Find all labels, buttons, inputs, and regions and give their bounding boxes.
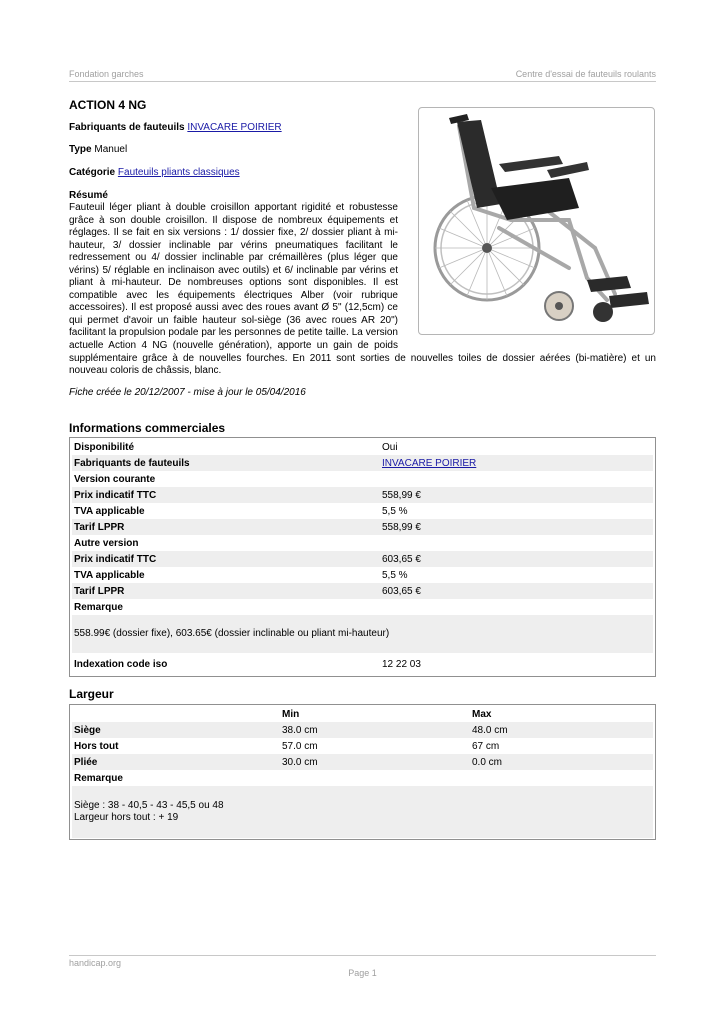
min-header: Min [282,708,300,720]
category-field [69,167,240,179]
table-row [72,519,653,535]
record-dates: Fiche créée le 20/12/2007 - mise à jour le 05/04/2016 [69,387,306,398]
row-label: Disponibilité [74,441,134,453]
table-row [72,599,653,615]
table-row [72,770,653,786]
row-min: 30.0 cm [282,756,318,768]
manufacturer-label: Fabriquants de fauteuils [69,122,185,133]
table-row [72,439,653,455]
row-max: 67 cm [472,740,500,752]
type-field [69,144,127,156]
iso-value: 12 22 03 [382,658,421,670]
table-row [72,567,653,583]
table-row [72,487,653,503]
row-label: Autre version [74,537,139,549]
summary-body: Fauteuil léger pliant à double croisillon apportant rigidité et robustesse grâce à son double croisillon. Il dispose de nombreux équipements et réglages. Il se fait en six versions : 1/ dossier fixe, 2/ dossier pliant à mi-hauteur, 3/ dossier inclinable par vérins pneumatiques facilitant le redressement ou 4/ dossier inclinable par crémaillères (plus léger que vérins) 5/ réglable en inclinaison avec outils) et 6/ inclinable par vérins et pliant à mi-hauteur. De nombreuses options sont disponibles. Il est compatible avec les équipements électriques Alber (voir rubrique accessoires). Il est proposé aussi avec des roues avant Ø 5" (12,5cm) ce qui permet d'avoir un faible hauteur sol-siège (36 avec roues AR 20") facilitant la propulsion podale par les personnes de petite taille. La version actuelle Action 4 NG (nouvelle génération), apporte un gain de poids supplémentaire grâce à de nouvelles fourches. En 2011 sont sorties de nouvelles toiles de dossier aérées (bi-matière) et un nouveau coloris de châssis, blanc. [69,202,656,377]
product-title: ACTION 4 NG [69,98,147,112]
width-table [69,704,656,840]
summary-label: Résumé [69,190,108,201]
manufacturer-table-link[interactable]: INVACARE POIRIER [382,457,477,469]
table-row [72,471,653,487]
manufacturer-field [69,122,282,134]
category-link[interactable]: Fauteuils pliants classiques [117,167,240,178]
remark-label: Remarque [74,772,123,784]
remark-line-2: Largeur hors tout : + 19 [74,812,179,823]
page-header [69,69,656,82]
row-min: 57.0 cm [282,740,318,752]
row-value: 5,5 % [382,505,408,517]
commercial-section-title: Informations commerciales [69,421,226,435]
row-value: 558,99 € [382,489,421,501]
remark-text [72,800,224,824]
table-row [72,754,653,770]
remark-text: 558.99€ (dossier fixe), 603.65€ (dossier inclinable ou pliant mi-hauteur) [74,628,390,639]
wheelchair-icon [419,108,654,334]
row-label: TVA applicable [74,569,145,581]
row-label: Fabriquants de fauteuils [74,457,190,469]
table-row [72,535,653,551]
page-footer [69,955,656,978]
row-label: Pliée [74,756,98,768]
table-header-row [72,706,653,722]
type-value: Manuel [94,144,128,155]
row-label: Hors tout [74,740,119,752]
max-header: Max [472,708,492,720]
table-row [72,653,653,675]
row-value: Oui [382,441,398,453]
category-label: Catégorie [69,167,116,178]
row-label: Tarif LPPR [74,585,125,597]
iso-label: Indexation code iso [74,658,168,670]
remark-label: Remarque [74,601,123,613]
table-row [72,455,653,471]
row-value: 603,65 € [382,553,421,565]
row-max: 48.0 cm [472,724,508,736]
row-max: 0.0 cm [472,756,503,768]
row-label: TVA applicable [74,505,145,517]
commercial-table [69,437,656,677]
table-row [72,738,653,754]
row-label: Prix indicatif TTC [74,553,157,565]
row-label: Version courante [74,473,156,485]
remark-row [72,615,653,653]
remark-line-1: Siège : 38 - 40,5 - 43 - 45,5 ou 48 [74,800,224,811]
footer-source: handicap.org [69,958,122,968]
row-value: 603,65 € [382,585,421,597]
page-number: Page 1 [348,968,377,978]
remark-row [72,786,653,838]
row-label: Siège [74,724,101,736]
width-section-title: Largeur [69,687,114,701]
header-org: Fondation garches [69,69,144,79]
row-label: Tarif LPPR [74,521,125,533]
header-center: Centre d'essai de fauteuils roulants [515,69,656,79]
row-label: Prix indicatif TTC [74,489,157,501]
table-row [72,722,653,738]
table-row [72,583,653,599]
type-label: Type [69,144,92,155]
table-row [72,551,653,567]
manufacturer-link[interactable]: INVACARE POIRIER [187,122,282,133]
row-value: 5,5 % [382,569,408,581]
table-row [72,503,653,519]
row-value: 558,99 € [382,521,421,533]
wheelchair-photo [418,107,655,335]
row-min: 38.0 cm [282,724,318,736]
